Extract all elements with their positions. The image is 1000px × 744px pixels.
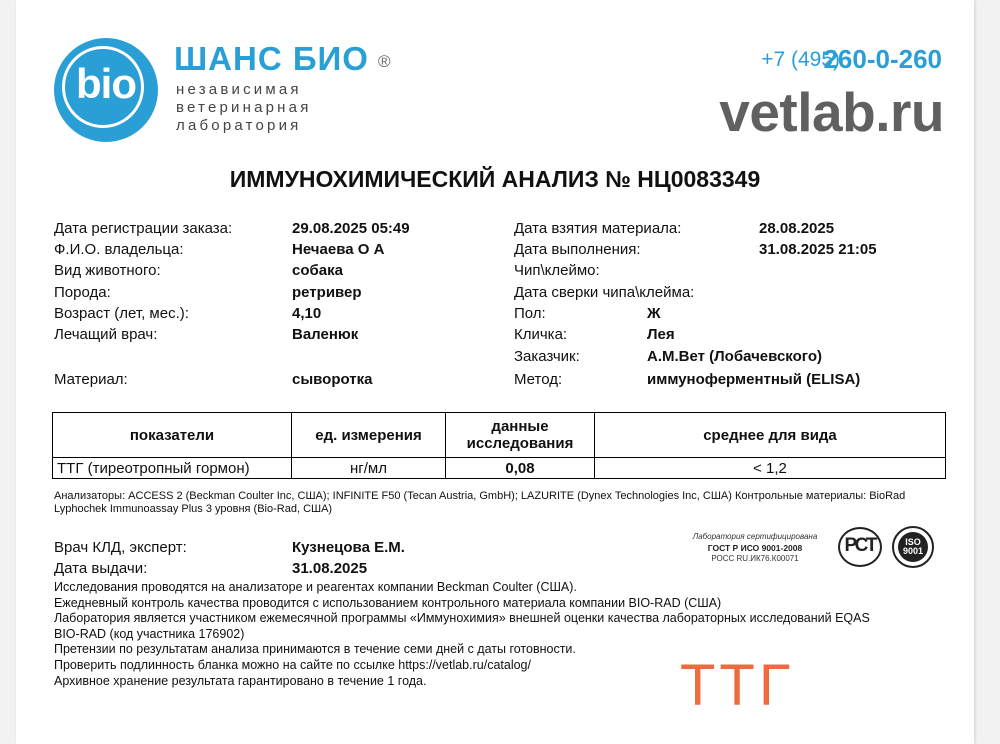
website-link[interactable]: vetlab.ru xyxy=(719,81,944,143)
sampling-date-value: 28.08.2025 xyxy=(759,220,835,237)
chip-label: Чип\клеймо: xyxy=(514,262,600,279)
note-line: Претензии по результатам анализа принимаются в течение семи дней с даты готовности. xyxy=(54,642,576,657)
note-line: Лаборатория является участником ежемесячной программы «Иммунохимия» внешней оценки качества лабораторных исследований EQAS xyxy=(54,611,870,626)
col-indicator-header: показатели xyxy=(53,413,292,458)
registration-date-label: Дата регистрации заказа: xyxy=(54,220,233,237)
note-line: Проверить подлинность бланка можно на сайте по ссылке https://vetlab.ru/catalog/ xyxy=(54,657,531,672)
brand-subtitle-line-3: лаборатория xyxy=(176,117,302,134)
material-label: Материал: xyxy=(54,371,128,388)
note-line: Исследования проводятся на анализаторе и реагентах компании Beckman Coulter (США). xyxy=(54,580,577,594)
results-header-row xyxy=(53,413,946,458)
species-label: Вид животного: xyxy=(54,262,161,279)
material-value: сыворотка xyxy=(292,371,373,388)
breed-label: Порода: xyxy=(54,284,111,301)
note-line: Ежедневный контроль качества проводится с использованием контрольного материала компании BIO-RAD (США) xyxy=(54,595,722,610)
unit-cell: нг/мл xyxy=(292,458,446,479)
sampling-date-label: Дата взятия материала: xyxy=(514,220,682,237)
iso-mark-line-1: ISO xyxy=(905,537,921,547)
registration-date-value: 29.08.2025 05:49 xyxy=(292,220,410,237)
breed-value: ретривер xyxy=(292,284,362,301)
phone-prefix: +7 (495) xyxy=(761,48,840,71)
table-row xyxy=(53,458,946,479)
age-value: 4,10 xyxy=(292,305,322,322)
col-result-header: данные исследования xyxy=(446,413,595,458)
document-title: ИММУНОХИМИЧЕСКИЙ АНАЛИЗ № НЦ0083349 xyxy=(229,166,761,192)
handwritten-ttg-mark: ТТГ xyxy=(680,653,795,718)
certification-reg: РОСС RU.ИК76.К00071 xyxy=(711,554,799,563)
result-cell: 0,08 xyxy=(446,458,595,479)
iso-mark-text xyxy=(892,538,934,556)
analyzers-note: Анализаторы: ACCESS 2 (Beckman Coulter Inc, США); INFINITE F50 (Tecan Austria, GmbH); LAZURITE (Dynex Technologies Inc, США) Контрольные материалы: BioRad Lyphochek Immunoassay Plus 3 уровня (Bio-Rad, США) xyxy=(54,490,906,515)
completion-date-label: Дата выполнения: xyxy=(514,241,641,258)
chip-check-date-label: Дата сверки чипа\клейма: xyxy=(514,284,695,301)
owner-label: Ф.И.О. владельца: xyxy=(54,241,184,258)
completion-date-value: 31.08.2025 21:05 xyxy=(759,241,877,258)
brand-subtitle-line-1: независимая xyxy=(176,81,302,98)
certification-gost: ГОСТ Р ИСО 9001-2008 xyxy=(707,543,803,553)
reference-cell: < 1,2 xyxy=(595,458,946,479)
expert-label: Врач КЛД, эксперт: xyxy=(54,539,187,556)
issue-date-label: Дата выдачи: xyxy=(54,560,148,577)
expert-value: Кузнецова Е.М. xyxy=(292,539,405,556)
customer-value: А.М.Вет (Лобачевского) xyxy=(647,348,822,365)
customer-label: Заказчик: xyxy=(514,348,580,365)
phone-number: 260-0-260 xyxy=(823,44,942,74)
sex-value: Ж xyxy=(647,305,661,322)
certification-caption: Лаборатория сертифицирована xyxy=(692,532,818,541)
pet-name-value: Лея xyxy=(647,326,675,343)
logo-text: bio xyxy=(76,60,136,107)
iso-mark-line-2: 9001 xyxy=(902,546,924,556)
brand-name: ШАНС БИО xyxy=(174,40,369,77)
method-label: Метод: xyxy=(514,371,563,388)
col-unit-header: ед. измерения xyxy=(292,413,446,458)
method-value: иммуноферментный (ELISA) xyxy=(647,371,861,388)
lab-report-page xyxy=(16,0,974,744)
note-line: BIO-RAD (код участника 176902) xyxy=(54,626,245,641)
pet-name-label: Кличка: xyxy=(514,326,568,343)
owner-value: Нечаева О А xyxy=(292,241,385,258)
sex-label: Пол: xyxy=(514,305,546,322)
brand-subtitle-line-2: ветеринарная xyxy=(176,99,312,116)
age-label: Возраст (лет, мес.): xyxy=(54,305,189,322)
col-reference-header: среднее для вида xyxy=(595,413,946,458)
vet-value: Валенюк xyxy=(292,326,359,343)
species-value: собака xyxy=(292,262,343,279)
issue-date-value: 31.08.2025 xyxy=(292,560,368,577)
vet-label: Лечащий врач: xyxy=(54,326,158,343)
indicator-cell: ТТГ (тиреотропный гормон) xyxy=(53,458,292,479)
registered-mark: ® xyxy=(378,52,391,71)
results-table xyxy=(52,412,946,479)
pct-mark-text: РСТ xyxy=(844,535,876,556)
note-line: Архивное хранение результата гарантировано в течение 1 года. xyxy=(54,673,427,688)
